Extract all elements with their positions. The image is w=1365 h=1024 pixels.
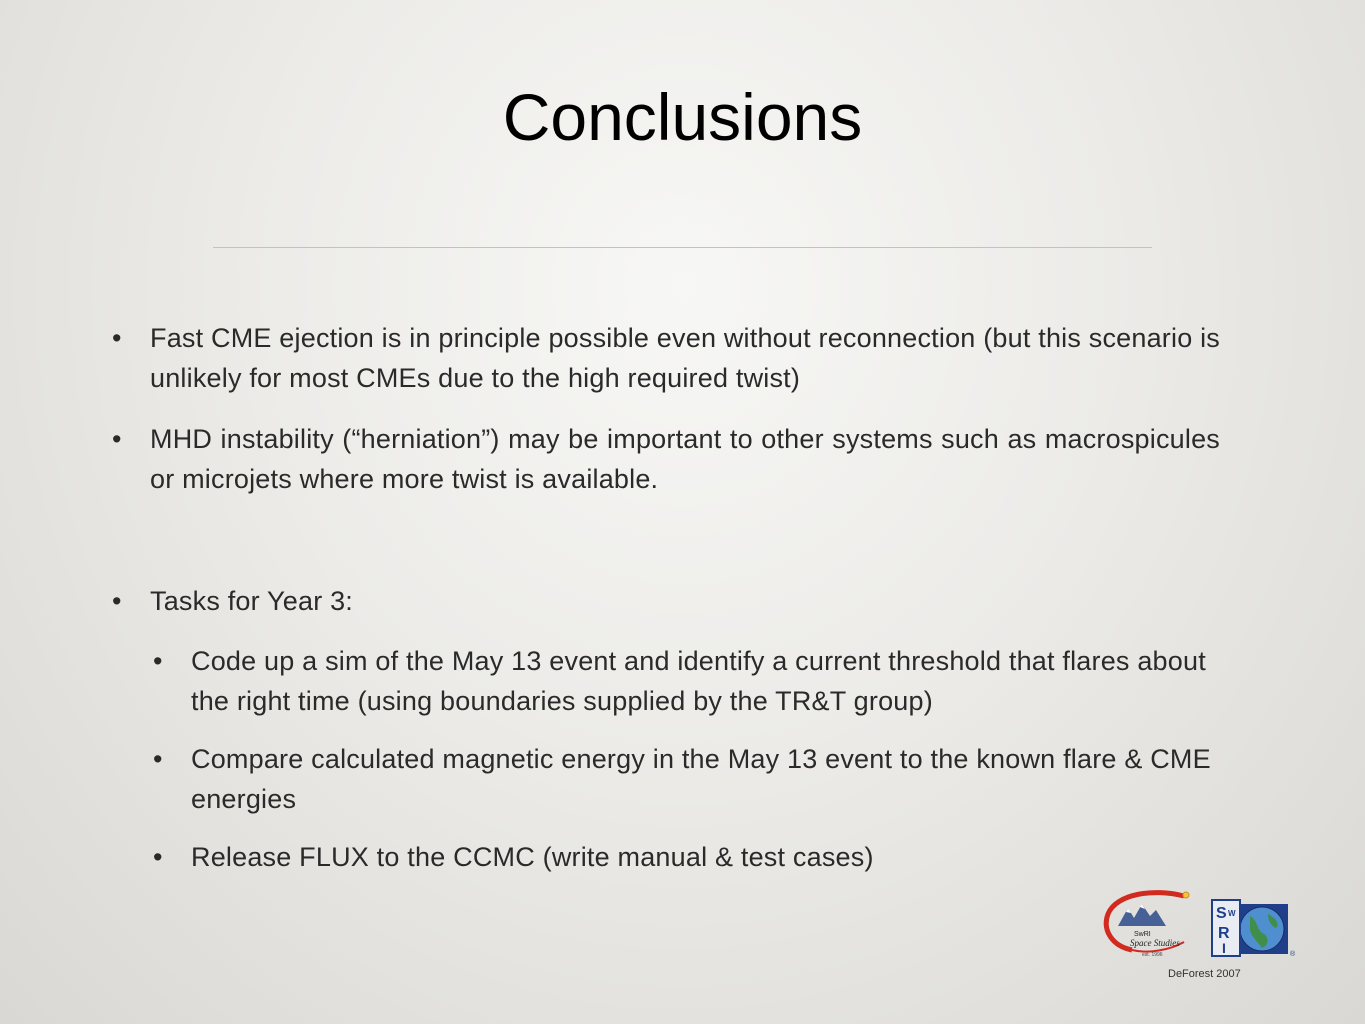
logo-letter-i: I — [1222, 940, 1226, 956]
bullet-text: Tasks for Year 3: — [150, 586, 354, 616]
logo-line1: SwRI — [1134, 931, 1151, 938]
bullet-marker: • — [112, 424, 122, 454]
logo-line3: est. 1996 — [1142, 952, 1163, 958]
bullet-item — [112, 318, 1221, 398]
bullet-marker: • — [112, 323, 122, 353]
bullet-marker: • — [153, 842, 163, 872]
bullet-item — [112, 581, 1220, 621]
subbullet-item — [153, 641, 1241, 721]
slide-title: Conclusions — [502, 80, 863, 154]
logo-line2: Space Studies — [1130, 938, 1180, 948]
swri-logo — [1210, 898, 1298, 960]
swri-space-studies-logo — [1098, 886, 1198, 966]
logo-star-icon — [1183, 892, 1189, 898]
bullet-item — [112, 419, 1220, 499]
registered-mark: ® — [1290, 951, 1296, 958]
subbullet-text: Compare calculated magnetic energy in the May 13 event to the known flare & CME energies — [191, 744, 1211, 814]
subbullet-text: Code up a sim of the May 13 event and identify a current threshold that flares about the right time (using boundaries supplied by the TR&T group) — [191, 646, 1206, 716]
bullet-marker: • — [153, 744, 163, 774]
bullet-text: Fast CME ejection is in principle possible even without reconnection (but this scenario is unlikely for most CMEs due to the high required twist) — [150, 323, 1221, 393]
bullet-marker: • — [112, 586, 122, 616]
subbullet-item — [153, 739, 1241, 819]
footer-credit: DeForest 2007 — [1168, 968, 1241, 980]
subbullet-item — [153, 837, 1241, 877]
logo-letter-w: W — [1228, 909, 1236, 918]
title-divider — [213, 247, 1152, 248]
subbullet-text: Release FLUX to the CCMC (write manual & test cases) — [191, 842, 874, 872]
logo-letter-r: R — [1218, 925, 1230, 942]
logo-letter-s: S — [1216, 905, 1227, 922]
bullet-marker: • — [153, 646, 163, 676]
bullet-text: MHD instability (“herniation”) may be important to other systems such as macrospicules or microjets where more twist is available. — [150, 424, 1220, 494]
